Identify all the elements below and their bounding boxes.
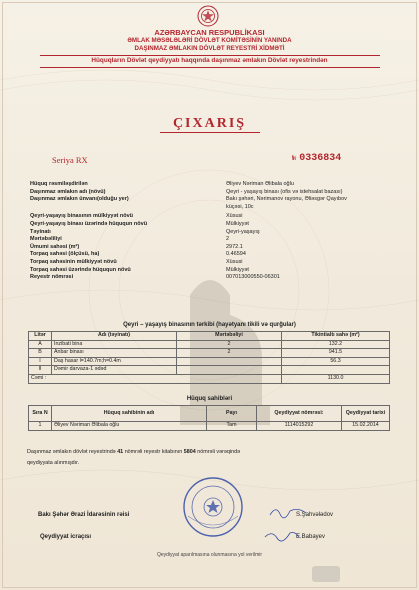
col-header: Qeydiyyat tarixi <box>342 406 390 422</box>
col-header: Tikintialtı sahə (m²) <box>282 332 390 341</box>
table-row <box>29 366 390 375</box>
title-underline <box>160 132 260 133</box>
header-divider <box>40 55 380 56</box>
serial-value: 0336834 <box>299 153 342 164</box>
field-row: Daşınmaz əmlakın ünvanı(olduğu yer) Bakı şəhəri, Nərimanov rayonu, Əliəsgər Qayıbov <box>30 196 347 203</box>
field-row: Qeyri-yaşayış binası üzərində hüququn növü Mülkiyyət <box>30 220 249 227</box>
header-committee: ƏMLAK MƏSƏLƏLƏRİ DÖVLƏT KOMİTƏSİNİN YANINDA <box>127 37 292 44</box>
note-text: nömrəli reyestr kitabının <box>124 449 183 455</box>
number-sign: № <box>292 155 297 163</box>
cell: 132.2 <box>282 340 390 349</box>
property-fields <box>30 181 390 282</box>
office-signatory: S.Şahvələdov <box>296 512 334 518</box>
cell: 941.5 <box>282 349 390 358</box>
owners-table-title: Hüquq sahibləri <box>186 396 233 402</box>
signature-scribble <box>262 528 302 542</box>
col-header: Mərtəbəliyi <box>177 332 282 341</box>
field-row: Qeyri-yaşayış binasının mülkiyyət növü Xüsusi <box>30 213 243 220</box>
col-header: Hüquq sahibinin adı <box>52 406 207 422</box>
cell: 56.3 <box>282 357 390 366</box>
registration-note <box>27 447 395 469</box>
col-header: Payı <box>207 406 257 422</box>
official-stamp-icon <box>182 476 244 538</box>
header-republic: AZƏRBAYCAN RESPUBLİKASI <box>154 28 265 37</box>
cell <box>282 366 390 375</box>
col-header: Qeydiyyat nömrəsi: <box>257 406 342 422</box>
total-value: 1130.0 <box>282 374 390 383</box>
table-row <box>29 422 390 431</box>
note-book-number: 41 <box>117 449 124 455</box>
owners-table <box>28 405 390 431</box>
cell: Anbar binası <box>52 349 177 358</box>
cell: Əliyev Nəriman Əlibala oğlu <box>52 422 207 431</box>
cell: B <box>29 349 52 358</box>
col-header: Litər <box>29 332 52 341</box>
field-row: Torpaq sahəsi üzərində hüququn növü Mülkiyyət <box>30 266 249 273</box>
col-header: Adı (təyinatı) <box>52 332 177 341</box>
field-row: Reyestr nömrəsi 007013000550-06301 <box>30 274 280 281</box>
cell: II <box>29 366 52 375</box>
office-title <box>38 512 129 518</box>
field-row: Təyinatı Qeyri-yaşayış <box>30 228 260 235</box>
field-row: Hüquq rəsmiləşdirilən Əliyev Nəriman Əlibala oğlu <box>30 181 294 187</box>
cell: 1114015292 <box>257 422 342 431</box>
header-divider-2 <box>40 67 380 68</box>
composition-table-title: Qeyri – yaşayış binasının tərkibi (hayətyanı tikili və qurğular) <box>123 322 296 328</box>
cell: Tam <box>207 422 257 431</box>
cell: 1 <box>29 422 52 431</box>
cell <box>177 357 282 366</box>
table-header-row <box>29 332 390 341</box>
field-row: Mərtəbəliliyi 2 <box>30 236 230 243</box>
total-label: Cəmi : <box>29 374 282 383</box>
header-subtitle: Hüquqların Dövlət qeydiyyatı haqqında daşınmaz əmlakın Dövlət reyestrindən <box>91 57 328 64</box>
field-row: küçəsi, 10c <box>226 203 254 210</box>
registrar-title-text: Qeydiyyat icraçısı <box>40 534 92 540</box>
office-title-text: Bakı Şəhər Ərazi İdarəsinin rəisi <box>38 512 130 518</box>
cell <box>177 366 282 375</box>
field-row: Daşınmaz əmlakın adı (növü) Qeyri - yaşayış binası (ofis və istehsalat bazası) <box>30 188 343 195</box>
hologram-seal <box>312 566 340 582</box>
field-row: Ümumi sahəsi (m²) 2972.1 <box>30 243 243 250</box>
note-text: qeydiyyata alınmışdır. <box>27 460 80 466</box>
cell: İnzibati bina <box>52 340 177 349</box>
series-label: Seriya RX <box>52 155 88 165</box>
col-header: Sıra N <box>29 406 52 422</box>
composition-table <box>28 331 390 384</box>
field-row: Torpaq sahəsinin mülkiyyət növü Xüsusi <box>30 258 243 265</box>
table-header-row <box>29 406 390 422</box>
note-page-number: 5804 <box>183 449 196 455</box>
footer-note: Qeydiyyat aparılmasına olunmasına yol verilmir <box>156 552 263 558</box>
state-emblem-icon <box>197 5 219 27</box>
cell: A <box>29 340 52 349</box>
note-text: Daşınmaz əmlakın dövlət reyestrində <box>27 449 116 455</box>
field-row: Torpaq sahəsi (ölçüsü, ha) 0.46594 <box>30 251 246 258</box>
signature-scribble <box>268 505 308 519</box>
document-title: ÇIXARIŞ <box>172 116 247 131</box>
cell: Dəmir darvaza-1 ədəd <box>52 366 177 375</box>
serial-number <box>292 153 341 164</box>
table-row <box>29 349 390 358</box>
cell: 2 <box>177 349 282 358</box>
table-total-row <box>29 374 390 383</box>
registrar-title <box>40 534 91 540</box>
cell: Daş hasar l=140.7m;h=0.4m <box>52 357 177 366</box>
note-text: nömrəli vərəqində <box>197 449 241 455</box>
table-row <box>29 340 390 349</box>
table-row <box>29 357 390 366</box>
registrar-signatory: E.Babayev <box>296 534 326 540</box>
cell: 2 <box>177 340 282 349</box>
cell: 15.02.2014 <box>342 422 390 431</box>
header-registry-service: DAŞINMAZ ƏMLAKIN DÖVLƏT REYESTRİ XİDMƏTİ <box>134 45 285 52</box>
cell: I <box>29 357 52 366</box>
